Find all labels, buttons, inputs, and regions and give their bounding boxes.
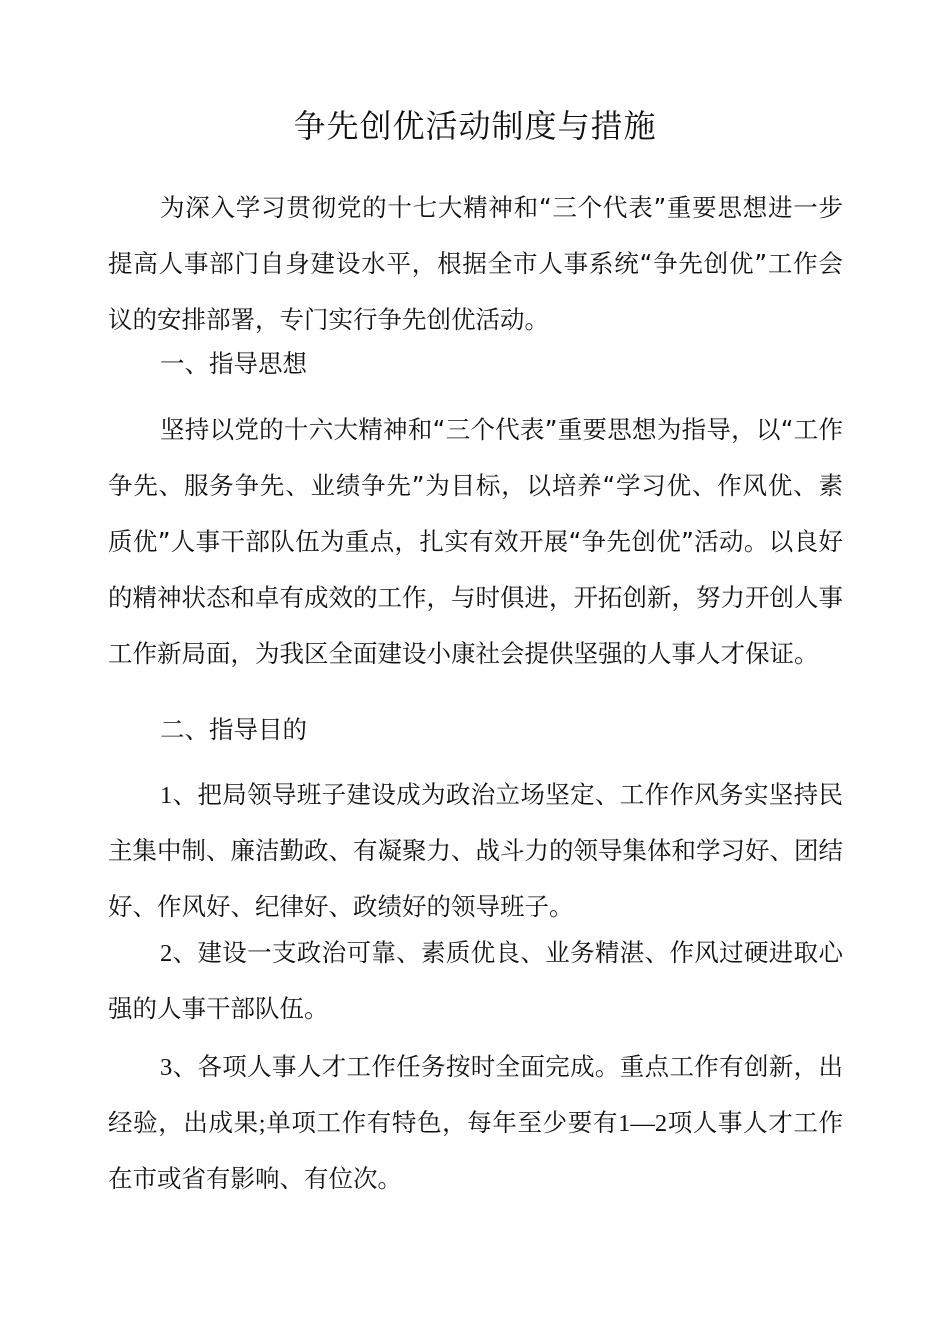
- section-heading-guiding-ideology: 一、指导思想: [160, 349, 307, 378]
- goal-item-3: 3、各项人事人才工作任务按时全面完成。重点工作有创新，出经验，出成果;单项工作有特色，每年至少要有1—2项人事人才工作在市或省有影响、有位次。: [108, 1054, 843, 1193]
- goal-item-2: 2、建设一支政治可靠、素质优良、业务精湛、作风过硬进取心强的人事干部队伍。: [108, 940, 843, 1023]
- document-title: 争先创优活动制度与措施: [293, 107, 657, 145]
- section-heading-guiding-goals: 二、指导目的: [160, 715, 307, 744]
- guiding-ideology-paragraph: 坚持以党的十六大精神和“三个代表”重要思想为指导，以“工作争先、服务争先、业绩争先”为目标，以培养“学习优、作风优、素质优”人事干部队伍为重点，扎实有效开展“争先创优”活动。以良好的精神状态和卓有成效的工作，与时俱进，开拓创新，努力开创人事工作新局面，为我区全面建设小康社会提供坚强的人事人才保证。: [108, 415, 843, 668]
- intro-paragraph: 为深入学习贯彻党的十七大精神和“三个代表”重要思想进一步提高人事部门自身建设水平，根据全市人事系统“争先创优”工作会议的安排部署，专门实行争先创优活动。: [108, 193, 843, 334]
- goal-item-1: 1、把局领导班子建设成为政治立场坚定、工作作风务实坚持民主集中制、廉洁勤政、有凝聚力、战斗力的领导集体和学习好、团结好、作风好、纪律好、政绩好的领导班子。: [108, 782, 843, 921]
